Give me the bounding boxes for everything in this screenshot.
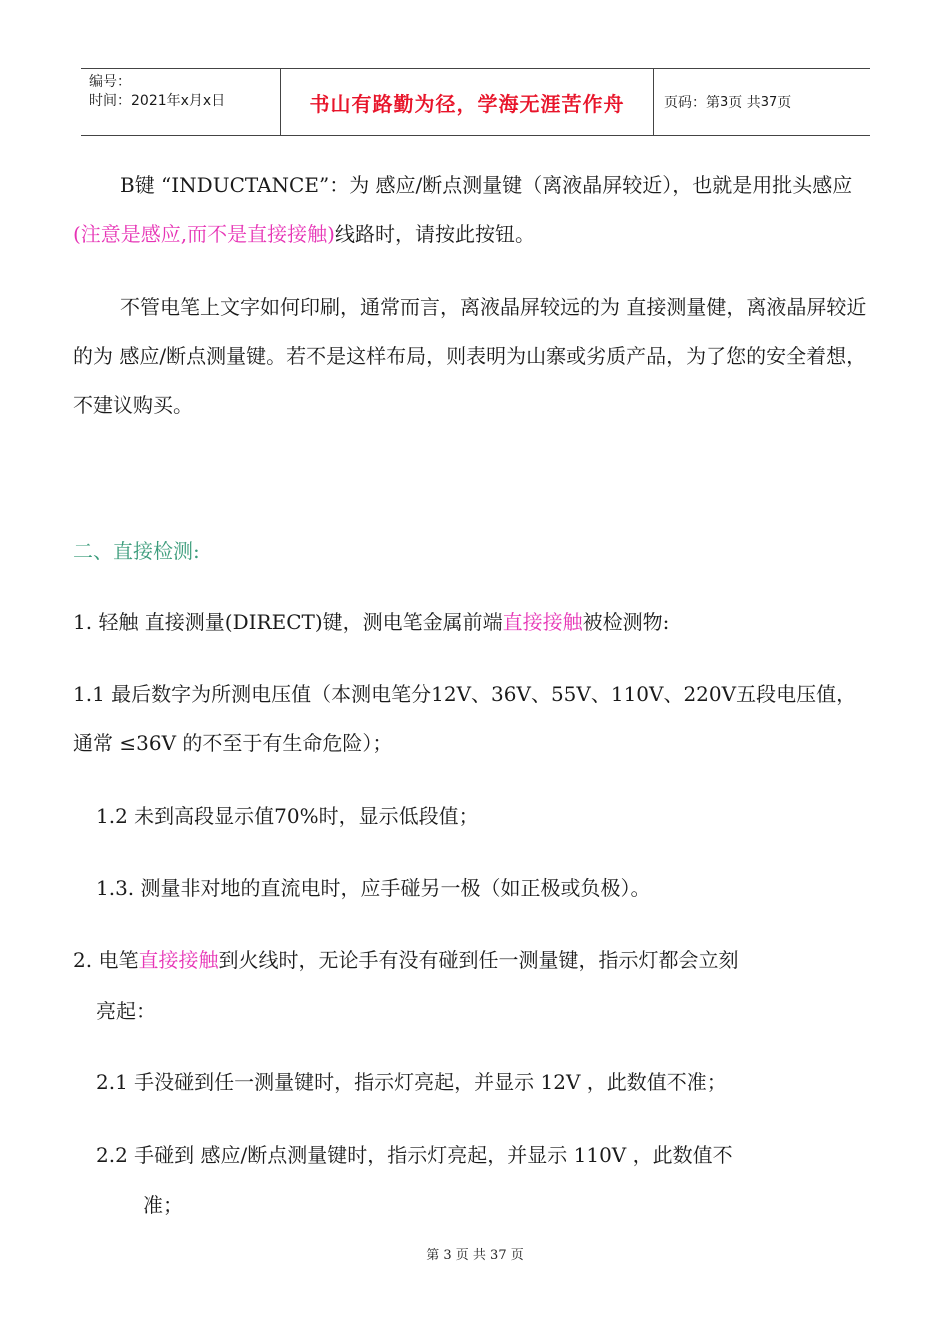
item-1 bbox=[73, 607, 669, 637]
header-motto-cell bbox=[281, 69, 654, 135]
item1-highlight: 直接接触 bbox=[502, 610, 583, 634]
header-meta-cell bbox=[81, 69, 281, 135]
page-number: 3 bbox=[720, 94, 729, 110]
p1-highlight: (注意是感应,而不是直接接触) bbox=[73, 222, 335, 246]
p1-text-b: 线路时，请按此按钮。 bbox=[334, 222, 535, 246]
item-2 bbox=[73, 945, 738, 975]
header-page-cell bbox=[654, 69, 870, 135]
document-header bbox=[81, 68, 870, 136]
item-2-1: 2.1 手没碰到任一测量键时，指示灯亮起，并显示 12V ，此数值不准； bbox=[96, 1070, 727, 1094]
item-1-1: 1.1 最后数字为所测电压值（本测电笔分12V、36V、55V、110V、220V五段电压值，通常 ≤36V 的不至于有生命危险）； bbox=[73, 682, 857, 755]
paragraph-layout-note: 不管电笔上文字如何印刷，通常而言，离液晶屏较远的为 直接测量健，离液晶屏较近的为 感应/断点测量键。若不是这样布局，则表明为山寨或劣质产品，为了您的安全着想，不建议购买。 bbox=[73, 295, 867, 417]
page-mid: 页 共 bbox=[728, 95, 761, 111]
page-total: 37 bbox=[760, 94, 778, 110]
item1-text-b: 被检测物: bbox=[582, 610, 670, 634]
page-suffix: 页 bbox=[777, 95, 792, 111]
paragraph-b-key bbox=[73, 161, 873, 259]
section-heading: 二、直接检测: bbox=[73, 539, 200, 563]
p1-text-a: B键 “INDUCTANCE”：为 感应/断点测量键（离液晶屏较近），也就是用批头感应 bbox=[120, 173, 853, 197]
page-prefix: 页码：第 bbox=[664, 95, 720, 111]
item2-text-b: 到火线时，无论手有没有碰到任一测量键，指示灯都会立刻 bbox=[218, 948, 739, 972]
item2-highlight: 直接接触 bbox=[138, 948, 219, 972]
motto-text: 书山有路勤为径，学海无涯苦作舟 bbox=[309, 91, 625, 116]
item2-text-a: 2. 电笔 bbox=[73, 948, 139, 972]
item-2-2-cont: 准； bbox=[143, 1193, 183, 1217]
date-label: 时间：2021年x月x日 bbox=[89, 93, 226, 109]
item-1-3: 1.3. 测量非对地的直流电时，应手碰另一极（如正极或负极）。 bbox=[96, 876, 651, 900]
item-2-cont: 亮起： bbox=[96, 999, 156, 1023]
number-label: 编号： bbox=[89, 74, 131, 90]
item1-text-a: 1. 轻触 直接测量(DIRECT)键，测电笔金属前端 bbox=[73, 610, 503, 634]
item-2-2: 2.2 手碰到 感应/断点测量键时，指示灯亮起，并显示 110V ，此数值不 bbox=[96, 1143, 733, 1167]
page-footer: 第 3 页 共 37 页 bbox=[426, 1248, 524, 1263]
item-1-2: 1.2 未到高段显示值70%时，显示低段值； bbox=[96, 804, 479, 828]
